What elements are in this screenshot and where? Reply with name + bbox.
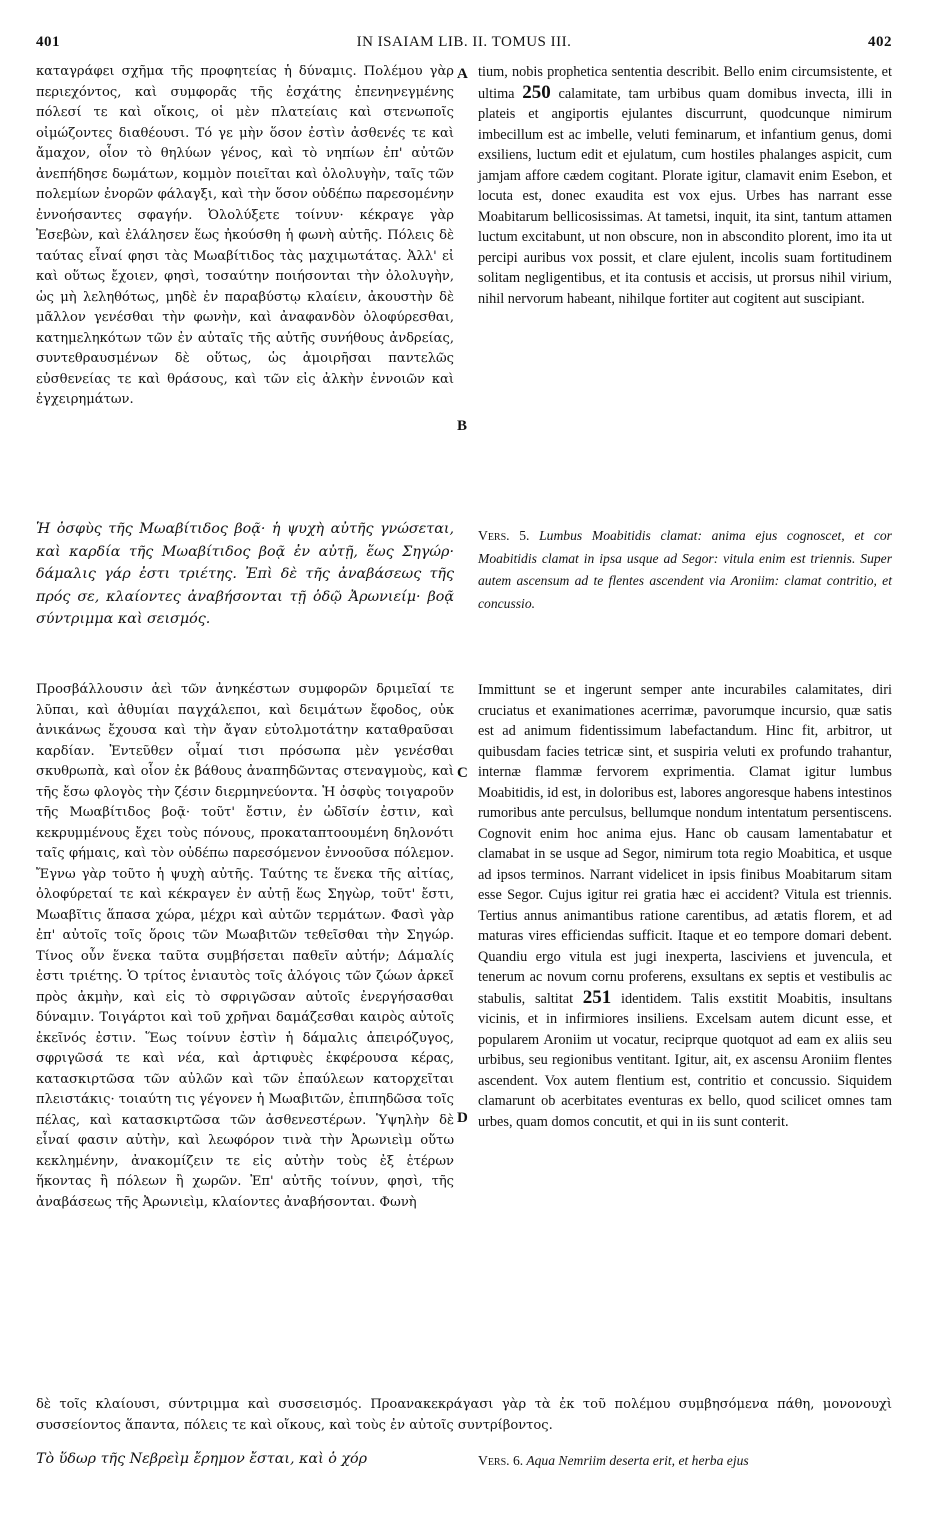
latin-paragraph-2-start: Immittunt se et ingerunt semper ante incurabiles calamitates, diri cruciatus et exanimationes acerrimæ, pavorumque incursio, quæ satis est ad animum fidentissimum labefactandum. Hinc fit, arbitror, ut quibusdam facies tetricæ sint, et suspiria veluti ex profundo trahantur, internæ flammæ fervorem exprimentia. Clamat igitur lumbus Moabitidis, id est, in doloribus est, labores angoresque habens intestinos rumoribus ante perculsus, bellumque nondum intentatum persentiscens. Cognovit enim hoc anima ejus. Hanc ob causam lamentabatur et clamabat in se usque ad Segor, nimirum tota regio Moabitica, et usque ad ipsos terminos. Narrant videlicet in ipsis finibus Moabitarum sitam esse Segor. Cujus igitur rei gratia hæc ei accident? Vitula est triennis. Tertius annus animantibus ratione carentibus, ad ætatis florem, et ad maturas vires efficiendas sufficit. Itaque et eo tempore domari debent. Quandiu ergo vitula est jugi inexperta, lasciviens et juvencula, et tenerum ac novum cornu proferens, exsultans ex septis et vestibulis ac stabulis, saltitat	[478, 682, 892, 1007]
latin-verse-5	[478, 525, 892, 615]
greek-verse-6: Τὸ ὕδωρ τῆς Νεβρεὶμ ἔρημον ἔσται, καὶ ὁ χόρ	[36, 1451, 368, 1467]
greek-column-block-1	[36, 62, 454, 411]
latin-verse-6-block	[478, 1450, 892, 1473]
full-width-block	[36, 1395, 892, 1436]
latin-paragraph-1-end: calamitate, tam urbibus quam domibus invecta, illi in plateis et angiportis ejulantes discurrunt, quodcunque nimirum imbecillum est ac imbelle, veluti feminarum, et infantium genus, domi exsiliens, luctum edit et ejulatum, cum hostiles phalanges aspicit, cum jamjam affore cædem cogitant. Plorate igitur, clamavit enim Esebon, et locuta est, donec exaudita est vox ejus. Urbes has narrant esse Moabitarum bellicosissimas. At tametsi, inquit, ita sint, tantum attamen luctum excitabunt, ut non obscure, non in abscondito plorent, imo ita ut percipi auribus vox possit, et clare ejulent, incolis suam fortitudinem solitam negligentibus, et ita contusis et accisis, ut prorsus nihil virium, nihil nervorum habeant, nihilque fortiter aut cogitent aut suscipiant.	[478, 85, 892, 307]
page-number-right: 402	[868, 34, 892, 50]
margin-number-250: 250	[522, 81, 551, 103]
page-number-left: 401	[36, 34, 60, 50]
page-header	[36, 34, 892, 54]
greek-column-block-2	[36, 680, 454, 1213]
latin-paragraph-1	[478, 62, 892, 309]
running-title: IN ISAIAM LIB. II. TOMUS III.	[356, 34, 572, 50]
greek-paragraph-2: Προσβάλλουσιν ἀεὶ τῶν ἀνηκέστων συμφορῶν δριμεῖαί τε λῦπαι, καὶ ἀθυμίαι παγχάλεποι, καὶ δειμάτων ἔφοδος, οὐκ ἀνικάνως ἔχουσα καὶ τὴν ἄγαν εὐτολμοτάτην καταθραῦσαι καρδίαν. Ἐντεῦθεν οἶμαί τισι πρόσωπα μὲν γενέσθαι σκυθρωπὰ, καὶ οἷον ἐκ βάθους ἀναπηδῶντας στεναγμοὺς, καὶ τῆς ἔσω φλογὸς τὴν ζέσιν διερμηνεύοντα. Ἡ ὀσφὺς τοιγαροῦν τῆς Μωαβίτιδος βοᾷ· τοῦτ' ἔστιν, ἐν ὠδῖσίν ἐστιν, καὶ κεκρυμμένους ἔχει τοὺς πόνους, προκαταπτοουμένη δηλονότι ταῖς φήμαις, καὶ τὸν οὐδέπω παρεσόμενον ἐννοοῦσα πόλεμον. Ἔγνω γὰρ τοῦτο ἡ ψυχὴ αὐτῆς. Ταύτης τε ἕνεκα τῆς αἰτίας, ὀλοφύρεταί τε καὶ κέκραγεν ἐν αὐτῇ ἕως Σηγὼρ, τοῦτ' ἔστι, Μωαβῖτις ἅπασα χώρα, μέχρι καὶ αὐτῶν τερμάτων. Φασὶ γὰρ ἐπ' αὐτοῖς τοῖς ὅροις τῶν Μωαβιτῶν τεθεῖσθαι τὴν Σηγώρ. Τίνος οὖν ἕνεκα ταῦτα συμβήσεται παθεῖν αὐτήν; Δάμαλίς ἐστι τριέτης. Ὁ τρίτος ἐνιαυτὸς τοῖς ἀλόγοις τῶν ζώων ἀρκεῖ πρὸς ἀκμὴν, καὶ εἰς τὸ σφριγῶσαν αὐτοῖς ἐνεργήσασθαι δύναμιν. Τοιγάρτοι καὶ τοῦ χρῆναι δαμάζεσθαι καιρὸς αὐτοῖς ἐκεῖνός ἐστιν. Ἕως τοίνυν ἐστὶν ἡ δάμαλις ἀπειρόζυγος, σφριγῶσά τε καὶ νέα, καὶ ἀρτιφυὲς ἐκφέρουσα κέρας, κατασκιρτῶσα τῶν αὐλῶν καὶ τῶν ἐπαύλεων κατορχεῖται πλειστάκις· τοιαύτη τις γέγονεν ἡ Μωαβιτῶν, ἐπιπηδῶσα τοῖς πέλας, καὶ κατασκιρτῶσα τῶν ἀσθενεστέρων. Ὑψηλὴν δὲ εἶναί φασιν αὐτὴν, καὶ λεωφόρον τινὰ τὴν Ἀρωνιεὶμ οὕτω κεκλημένην, ἀνακομίζειν τε εἰς αὐτὴν τοὺς ἐξ ἑτέρων ἥκοντας ἢ πόλεων ἢ χωρῶν. Ἐπ' αὐτῆς τοίνυν, φησὶ, τῆς ἀναβάσεως τῆς Ἀρωνιεὶμ, κλαίοντες ἀναβήσονται. Φωνὴ	[36, 682, 454, 1210]
marker-a: A	[457, 66, 468, 82]
latin-verse-6-text: Aqua Nemriim deserta erit, et herba ejus	[526, 1453, 749, 1468]
latin-verse-6	[478, 1450, 892, 1473]
greek-verse-5: Ἡ ὀσφὺς τῆς Μωαβίτιδος βοᾷ· ἡ ψυχὴ αὐτῆς γνώσεται, καὶ καρδία τῆς Μωαβίτιδος βοᾷ ἐν αὐτῇ, ἕως Σηγώρ· δάμαλις γάρ ἐστι τριέτης. Ἐπὶ δὲ τῆς ἀναβάσεως τῆς πρός σε, κλαίοντες ἀναβήσονται τῇ ὁδῷ Ἀρωνιείμ· βοᾷ σύντριμμα καὶ σεισμός.	[36, 521, 454, 627]
latin-column-block-2	[478, 680, 892, 1132]
greek-verse-6-block	[36, 1448, 454, 1471]
marker-b: B	[457, 418, 468, 434]
latin-column-block-1	[478, 62, 892, 309]
latin-verse-block	[478, 525, 892, 615]
margin-number-251: 251	[582, 986, 612, 1008]
marker-d: D	[457, 1110, 468, 1126]
latin-paragraph-2	[478, 680, 892, 1132]
latin-verse-5-text: Lumbus Moabitidis clamat: anima ejus cognoscet, et cor Moabitidis clamat in ipsa usque ad Segor: vitula enim est triennis. Super autem ascensum ad te flentes ascendent via Aroniim: clamat contritio, et concussio.	[478, 528, 892, 611]
greek-verse-block	[36, 518, 454, 631]
latin-paragraph-1-start: tium, nobis prophetica sententia describit. Bello enim circumsistente, et ultima	[478, 64, 892, 102]
marker-c: C	[457, 765, 468, 781]
verse-6-label: Vers. 6.	[478, 1453, 524, 1468]
full-width-paragraph: δὲ τοῖς κλαίουσι, σύντριμμα καὶ συσσεισμός. Προανακεκράγασι γὰρ τὰ ἐκ τοῦ πολέμου συμβησόμενα πάθη, μονονουχὶ συσσείοντος ἅπαντα, πόλεις τε καὶ οἴκους, καὶ τοὺς ἐν αὐτοῖς συντρίβοντος.	[36, 1397, 892, 1433]
latin-paragraph-2-end: identidem. Talis exstitit Moabitis, insultans vicinis, et in infirmiores insiliens. Excelsam autem dicunt esse, et popularem Aroniim ut vocatur, reciprque quotquot ad eam ex aliis seu urbibus, seu regionibus ventitant. Igitur, ait, ex ascensu Aroniim flentes ascendent. Vox autem flentium est, contritio et concussio. Siquidem clamarunt ob acerbitates eventuras ex bello, quod scilicet omnes tam urbes, quam domos concutit, et qui in iis sunt conterit.	[478, 990, 893, 1130]
greek-paragraph-1: καταγράφει σχῆμα τῆς προφητείας ἡ δύναμις. Πολέμου γὰρ περιεχόντος, καὶ συμφορᾶς τῆς ἐσχάτης ἐπενηνεγμένης πόλεσί τε καὶ οἴκοις, οἱ μὲν πλατείαις καὶ στενωποῖς οἰμώζοντες διαθέουσι. Τό γε μὴν ὅσον ἐστὶν ἀσθενές τε καὶ ἄμαχον, οἷον τὸ θηλύων γένος, καὶ τὸ νηπίων ἐπ' αὐτῶν ἀνεπήδησε δωμάτων, κομμὸν ποιεῖται καὶ ὀλολυγὴν, ταῖς τῶν πολεμίων ἐνορῶν φάλαγξι, καὶ τὴν ὅσον οὐδέπω παρεσομένην ἐννοήσαντες σφαγήν. Ὀλολύξετε τοίνυν· κέκραγε γὰρ Ἐσεβὼν, καὶ ἐλάλησεν ἕως ἠκούσθη ἡ φωνὴ αὐτῆς. Πόλεις δὲ ταύτας εἶναί φησι τὰς Μωαβίτιδος τὰς μαχιμωτάτας. Ἀλλ' εἰ καὶ οὕτως ἔχοιεν, φησὶ, τοσαύτην ποιήσονται τὴν ὀλολυγὴν, ὡς μὴ λεληθότως, μηδὲ ἐν παραβύστῳ κλαίειν, ἀκουστὴν δὲ μᾶλλον γενέσθαι τὴν φωνὴν, καὶ ἀναφανδὸν ὀλοφύρεσθαι, κατημεληκότων τῶν ἐν αὐταῖς τῆς αὐτῆς συνήθους ἀνδρείας, συντεθραυσμένων δὲ οὕτως, ὡς ἀμοιρῆσαι παντελῶς εὐσθενείας τε καὶ θράσους, καὶ τῶν εἰς ἀλκὴν ἐννοιῶν καὶ ἐγχειρημάτων.	[36, 64, 454, 407]
verse-5-label: Vers. 5.	[478, 528, 530, 543]
